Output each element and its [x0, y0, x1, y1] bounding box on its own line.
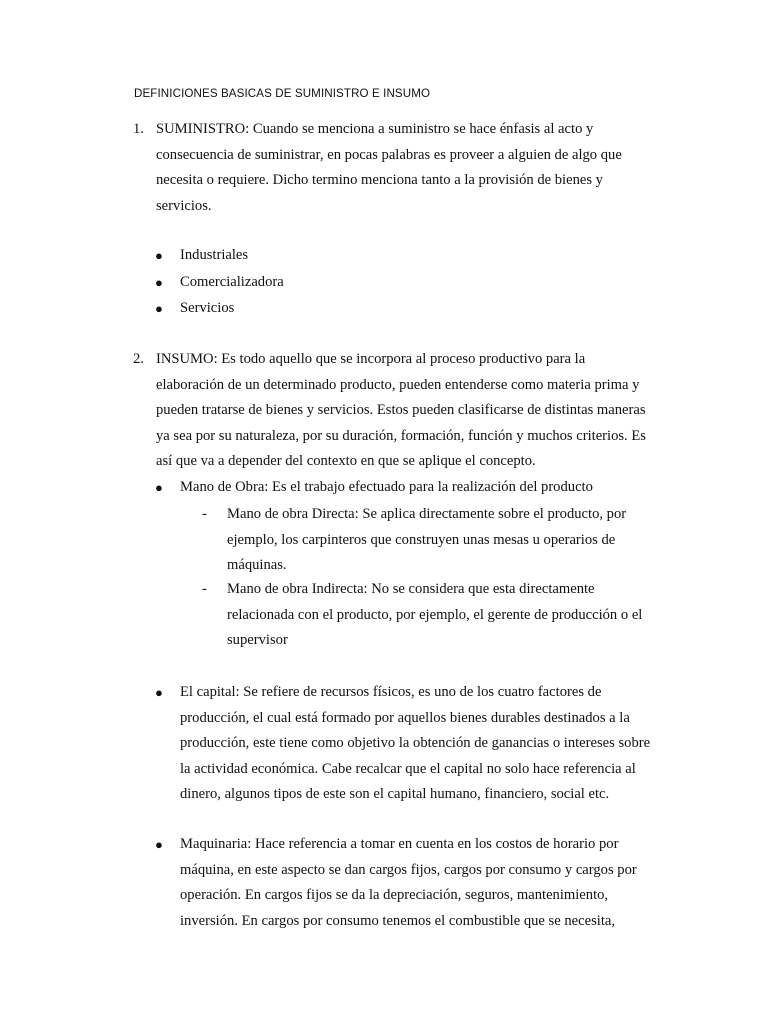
section-1-paragraph: SUMINISTRO: Cuando se menciona a suministro se hace énfasis al acto y consecuencia de suministrar, en pocas palabras es proveer a alguien de algo que necesita o requiere. Dicho termino menciona tanto a la provisión de bienes y servicios. [156, 121, 622, 214]
bullet-icon: ● [155, 248, 163, 263]
section-2-item-maquinaria: Maquinaria: Hace referencia a tomar en cuenta en los costos de horario por máquina, en este aspecto se dan cargos fijos, cargos por consumo y cargos por operación. En cargos fijos se da la depreciación, seguros, mantenimiento, inversión. En cargos por consumo tenemos el combustible que se necesita, [180, 836, 637, 929]
bullet-icon: ● [155, 275, 163, 290]
section-1-bullet-item: Industriales [180, 247, 249, 263]
section-1-bullet-item: Servicios [180, 300, 235, 316]
dash-marker: - [202, 506, 207, 522]
section-2-item-capital: El capital: Se refiere de recursos físicos, es uno de los cuatro factores de producción, el cual está formado por aquellos bienes durables destinados a la producción, este tiene como objetivo la obtención de ganancias o intereses sobre la actividad económica. Cabe recalcar que el capital no solo hace referencia al dinero, algunos tipos de este son el capital humano, financiero, social etc. [180, 684, 651, 802]
bullet-icon: ● [155, 685, 163, 700]
sub-item-mano-de-obra-indirecta: Mano de obra Indirecta: No se considera que esta directamente relacionada con el producto, por ejemplo, el gerente de producción o el supervisor [227, 581, 643, 648]
bullet-icon: ● [155, 837, 163, 852]
bullet-icon: ● [155, 301, 163, 316]
section-2-item-mano-de-obra: Mano de Obra: Es el trabajo efectuado para la realización del producto [180, 479, 593, 495]
section-2-paragraph: INSUMO: Es todo aquello que se incorpora al proceso productivo para la elaboración de un determinado producto, pueden entenderse como materia prima y pueden tratarse de bienes y servicios. Estos pueden clasificarse de distintas maneras ya sea por su naturaleza, por su duración, formación, función y muchos criterios. Es así que va a depender del contexto en que se aplique el concepto. [156, 351, 646, 469]
bullet-icon: ● [155, 480, 163, 495]
section-1-bullet-item: Comercializadora [180, 274, 284, 290]
document-title: DEFINICIONES BASICAS DE SUMINISTRO E INSUMO [134, 87, 431, 100]
section-1-number: 1. [133, 121, 144, 137]
dash-marker: - [202, 581, 207, 597]
sub-item-mano-de-obra-directa: Mano de obra Directa: Se aplica directamente sobre el producto, por ejemplo, los carpinteros que construyen unas mesas u operarios de máquinas. [227, 506, 627, 573]
section-2-number: 2. [133, 351, 144, 367]
